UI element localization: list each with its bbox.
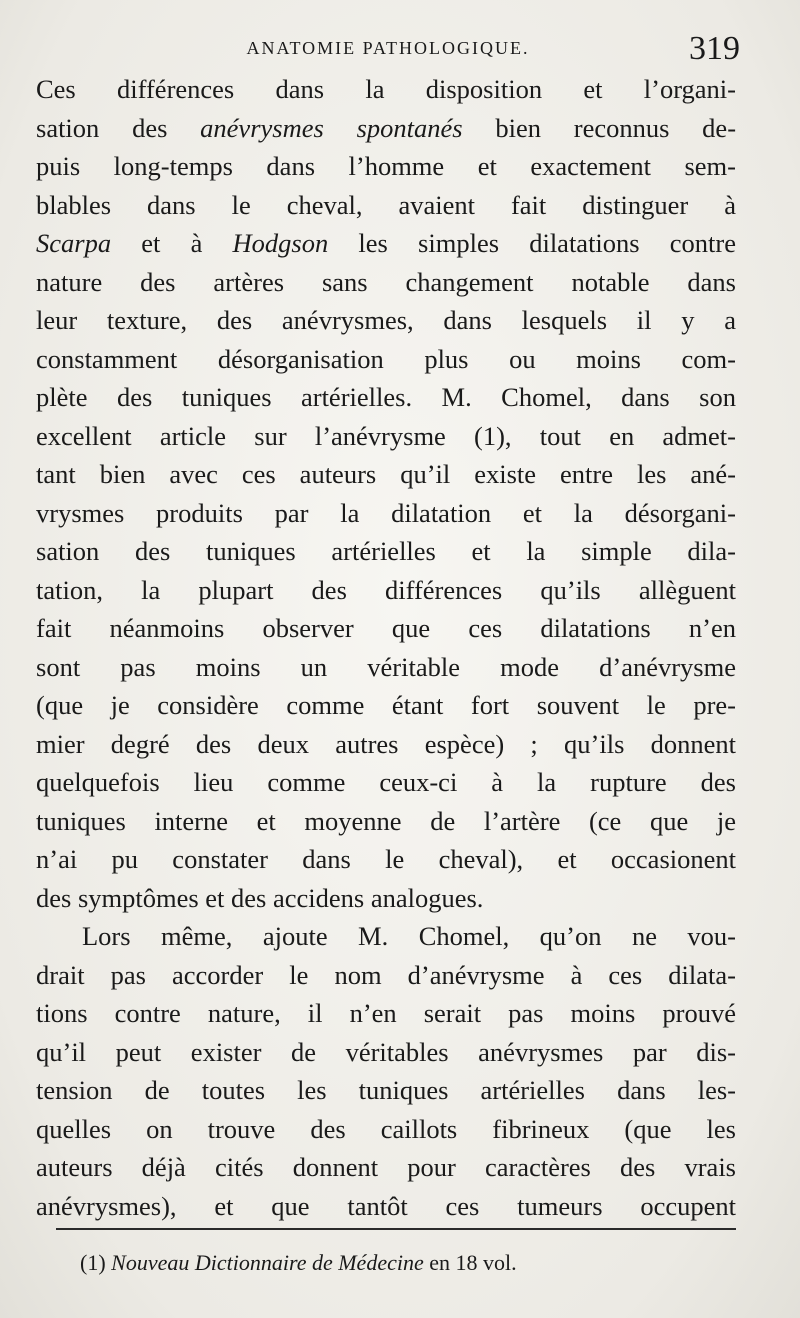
text-line: sation des tuniques artérielles et la simple dila- xyxy=(36,536,736,566)
body-text xyxy=(36,70,736,1225)
footnote-divider xyxy=(56,1228,736,1230)
text-line: tation, la plupart des différences qu’ils allèguent xyxy=(36,574,736,605)
text-line: sation des anévrysmes spontanés bien reconnus de- xyxy=(36,112,736,143)
text-line: constamment désorganisation plus ou moins com- xyxy=(36,343,736,374)
text-line: tions contre nature, il n’en serait pas moins prouvé xyxy=(36,998,736,1028)
footnote xyxy=(80,1250,740,1276)
text-line: (que je considère comme étant fort souvent le pre- xyxy=(36,690,736,720)
text-line: tension de toutes les tuniques artérielles dans les- xyxy=(36,1075,736,1105)
text-line: sont pas moins un véritable mode d’anévrysme xyxy=(36,651,736,682)
text-line: Scarpa et à Hodgson les simples dilatations contre xyxy=(36,228,736,258)
text-line: nature des artères sans changement notable dans xyxy=(36,266,736,297)
footnote-title: Nouveau Dictionnaire de Médecine xyxy=(111,1250,424,1275)
text-line: quelles on trouve des caillots fibrineux (que les xyxy=(36,1113,736,1144)
text-line: leur texture, des anévrysmes, dans lesquels il y a xyxy=(36,305,736,335)
text-line: des symptômes et des accidens analogues. xyxy=(36,882,484,913)
text-line: Ces différences dans la disposition et l’organi- xyxy=(36,74,736,104)
footnote-marker: (1) xyxy=(80,1250,106,1275)
text-line: blables dans le cheval, avaient fait distinguer à xyxy=(36,189,736,220)
text-line: quelquefois lieu comme ceux-ci à la rupture des xyxy=(36,767,736,797)
text-line: Lors même, ajoute M. Chomel, qu’on ne vou- xyxy=(82,921,736,951)
text-line: mier degré des deux autres espèce) ; qu’ils donnent xyxy=(36,728,736,759)
text-line: plète des tuniques artérielles. M. Chomel, dans son xyxy=(36,382,736,412)
text-line: tuniques interne et moyenne de l’artère (ce que je xyxy=(36,805,736,836)
text-line: anévrysmes), et que tantôt ces tumeurs occupent xyxy=(36,1190,736,1221)
page-header xyxy=(36,30,740,70)
footnote-rest: en 18 vol. xyxy=(429,1250,517,1275)
running-title: ANATOMIE PATHOLOGIQUE. xyxy=(246,38,530,58)
text-line: vrysmes produits par la dilatation et la désorgani- xyxy=(36,497,736,528)
text-line: tant bien avec ces auteurs qu’il existe entre les ané- xyxy=(36,459,736,489)
text-line: drait pas accorder le nom d’anévrysme à ces dilata- xyxy=(36,959,736,990)
text-line: puis long-temps dans l’homme et exactement sem- xyxy=(36,151,736,181)
text-line: auteurs déjà cités donnent pour caractères des vrais xyxy=(36,1152,736,1182)
text-line: qu’il peut exister de véritables anévrysmes par dis- xyxy=(36,1036,736,1067)
page-number: 319 xyxy=(689,30,740,67)
text-line: fait néanmoins observer que ces dilatations n’en xyxy=(36,613,736,643)
text-line: n’ai pu constater dans le cheval), et occasionent xyxy=(36,844,736,874)
text-line: excellent article sur l’anévrysme (1), tout en admet- xyxy=(36,420,736,451)
